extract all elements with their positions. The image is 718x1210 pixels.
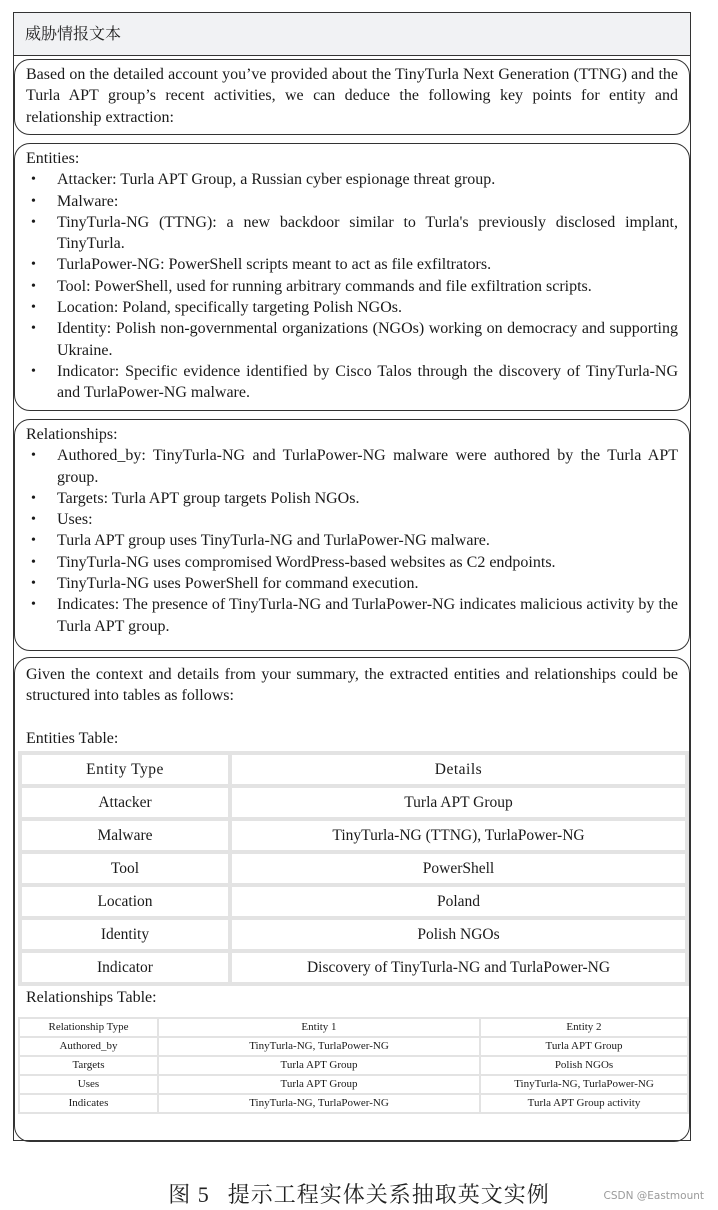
table-cell: Turla APT Group bbox=[481, 1038, 687, 1055]
table-row bbox=[20, 1057, 687, 1074]
table-cell: Poland bbox=[232, 887, 685, 916]
intro-text: Based on the detailed account you’ve provided about the TinyTurla Next Generation (TTNG) and the Turla APT group’s recent activities, we can deduce the following key points for entity and relationship extraction: bbox=[26, 66, 678, 126]
table-row bbox=[22, 788, 685, 817]
table-cell: Attacker bbox=[22, 788, 228, 817]
table-cell: Tool bbox=[22, 854, 228, 883]
table-cell: Turla APT Group bbox=[159, 1057, 479, 1074]
list-item: • Attacker: Turla APT Group, a Russian cyber espionage threat group. bbox=[26, 169, 678, 190]
list-item: • Uses: bbox=[26, 509, 678, 530]
table-cell: Uses bbox=[20, 1076, 157, 1093]
entities-table-label: Entities Table: bbox=[26, 729, 119, 747]
table-cell: Turla APT Group bbox=[159, 1076, 479, 1093]
column-header: Entity Type bbox=[22, 755, 228, 784]
figure-title: 威胁情报文本 bbox=[14, 13, 690, 56]
table-cell: TinyTurla-NG, TurlaPower-NG bbox=[159, 1095, 479, 1112]
watermark: CSDN @Eastmount bbox=[603, 1190, 704, 1202]
table-cell: PowerShell bbox=[232, 854, 685, 883]
entities-heading: Entities: bbox=[26, 150, 80, 167]
entities-box bbox=[14, 143, 690, 411]
table-cell: Malware bbox=[22, 821, 228, 850]
list-item: • Malware: bbox=[26, 191, 678, 212]
table-cell: Indicator bbox=[22, 953, 228, 982]
list-item: • Turla APT group uses TinyTurla-NG and TurlaPower-NG malware. bbox=[26, 530, 678, 551]
entities-table bbox=[18, 751, 689, 986]
column-header: Relationship Type bbox=[20, 1019, 157, 1036]
list-item: • Indicator: Specific evidence identified by Cisco Talos through the discovery of TinyTurla-NG and TurlaPower-NG malware. bbox=[26, 361, 678, 404]
entities-list bbox=[26, 169, 678, 403]
table-header-row bbox=[22, 755, 685, 784]
column-header: Entity 2 bbox=[481, 1019, 687, 1036]
table-row bbox=[22, 887, 685, 916]
table-row bbox=[22, 920, 685, 949]
table-cell: Location bbox=[22, 887, 228, 916]
table-row bbox=[20, 1076, 687, 1093]
tables-intro: Given the context and details from your summary, the extracted entities and relationships could be structured into tables as follows: bbox=[26, 666, 678, 705]
list-item: • TinyTurla-NG uses PowerShell for command execution. bbox=[26, 573, 678, 594]
list-item: • TinyTurla-NG (TTNG): a new backdoor similar to Turla's previously disclosed implant, TinyTurla. bbox=[26, 212, 678, 255]
relationships-heading: Relationships: bbox=[26, 426, 118, 443]
list-item: • Targets: Turla APT group targets Polish NGOs. bbox=[26, 488, 678, 509]
tables-box bbox=[14, 657, 690, 1142]
list-item: • Identity: Polish non-governmental organizations (NGOs) working on democracy and supporting Ukraine. bbox=[26, 318, 678, 361]
table-row bbox=[22, 953, 685, 982]
list-item: • Tool: PowerShell, used for running arbitrary commands and file exfiltration scripts. bbox=[26, 276, 678, 297]
table-cell: Polish NGOs bbox=[481, 1057, 687, 1074]
relationships-box bbox=[14, 419, 690, 651]
list-item: • TinyTurla-NG uses compromised WordPress-based websites as C2 endpoints. bbox=[26, 552, 678, 573]
table-cell: Authored_by bbox=[20, 1038, 157, 1055]
table-cell: Indicates bbox=[20, 1095, 157, 1112]
column-header: Entity 1 bbox=[159, 1019, 479, 1036]
table-row bbox=[20, 1095, 687, 1112]
table-cell: TinyTurla-NG, TurlaPower-NG bbox=[481, 1076, 687, 1093]
table-cell: Identity bbox=[22, 920, 228, 949]
table-header-row bbox=[20, 1019, 687, 1036]
table-cell: TinyTurla-NG (TTNG), TurlaPower-NG bbox=[232, 821, 685, 850]
column-header: Details bbox=[232, 755, 685, 784]
table-row bbox=[22, 821, 685, 850]
relationships-table-label: Relationships Table: bbox=[26, 989, 157, 1006]
table-cell: Discovery of TinyTurla-NG and TurlaPower-NG bbox=[232, 953, 685, 982]
threat-intel-figure bbox=[13, 12, 691, 1141]
table-cell: Turla APT Group activity bbox=[481, 1095, 687, 1112]
table-row bbox=[20, 1038, 687, 1055]
relationships-list bbox=[26, 445, 678, 637]
figure-caption-text: 提示工程实体关系抽取英文实例 bbox=[227, 1182, 550, 1207]
relationships-table bbox=[18, 1017, 689, 1114]
table-cell: Targets bbox=[20, 1057, 157, 1074]
intro-box bbox=[14, 59, 690, 135]
list-item: • Location: Poland, specifically targeting Polish NGOs. bbox=[26, 297, 678, 318]
table-cell: Turla APT Group bbox=[232, 788, 685, 817]
figure-number: 图 5 bbox=[168, 1182, 210, 1207]
list-item: • TurlaPower-NG: PowerShell scripts meant to act as file exfiltrators. bbox=[26, 254, 678, 275]
table-cell: TinyTurla-NG, TurlaPower-NG bbox=[159, 1038, 479, 1055]
table-cell: Polish NGOs bbox=[232, 920, 685, 949]
table-row bbox=[22, 854, 685, 883]
list-item: • Authored_by: TinyTurla-NG and TurlaPower-NG malware were authored by the Turla APT group. bbox=[26, 445, 678, 488]
list-item: • Indicates: The presence of TinyTurla-NG and TurlaPower-NG indicates malicious activity by the Turla APT group. bbox=[26, 594, 678, 637]
